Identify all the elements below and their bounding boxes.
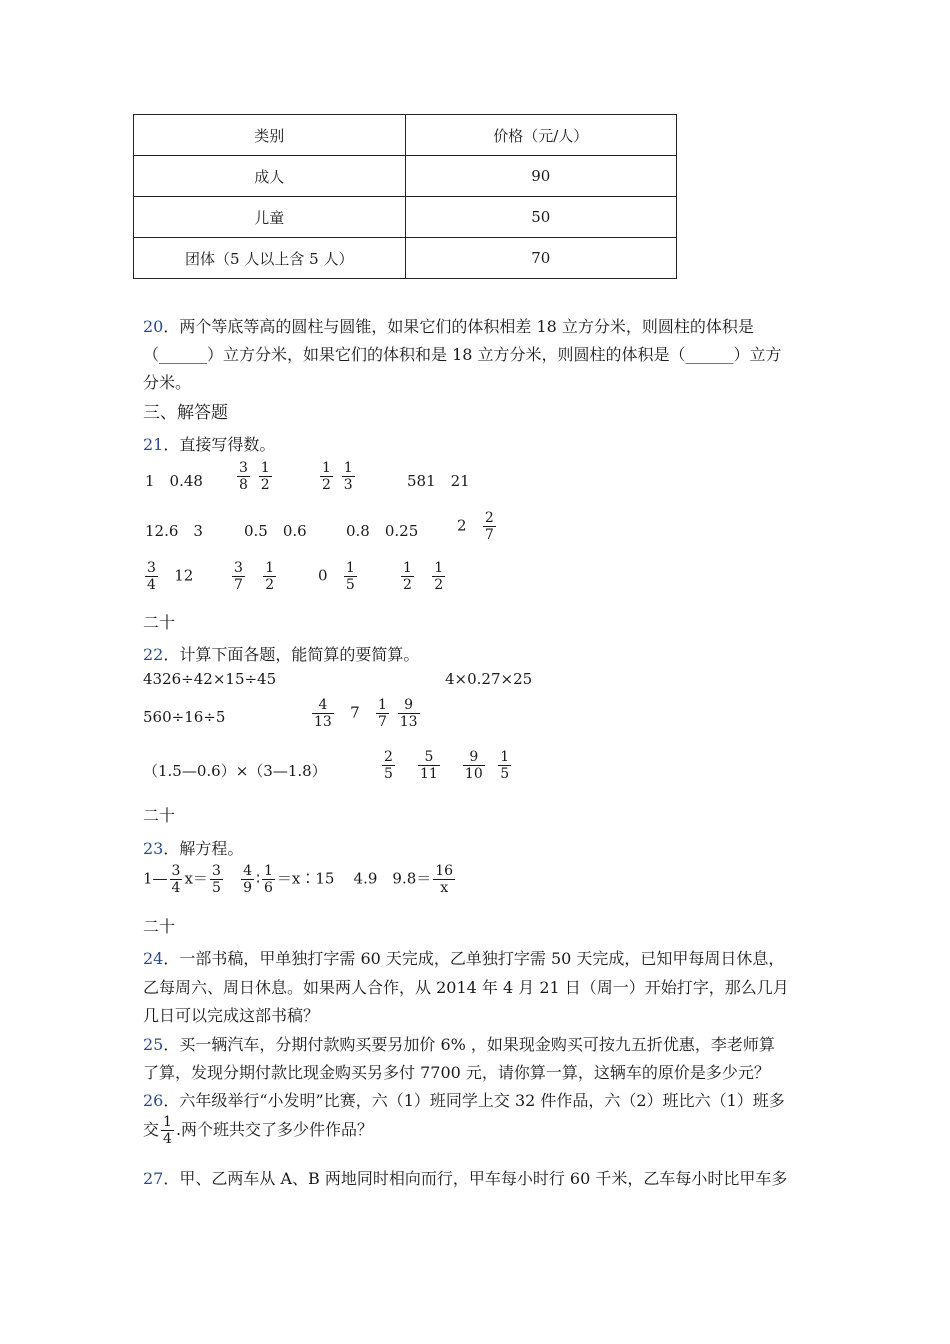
fraction: $\frac{3}{5}$ (211, 863, 221, 897)
table-cell: 儿童 (134, 197, 406, 238)
fraction: $\frac{3}{4}$ (171, 863, 181, 897)
fraction: $\frac{9}{13}$ (399, 697, 418, 731)
table-header-cell: 价格（元/人） (405, 115, 677, 156)
fraction: $\frac{16}{x}$ (435, 863, 454, 897)
question-text: ．甲、乙两车从 A、B 两地同时相向而行，甲车每小时行 60 千米，乙车每小时比甲车多 (163, 1169, 788, 1188)
q22-expression: $\frac{4}{13}$ 7 $\frac{1}{7}$ $\frac{9}{13}$ (314, 697, 418, 731)
fraction: $\frac{1}{4}$ (163, 1114, 172, 1148)
q22-expression: 4326÷42×15÷45 (143, 670, 277, 688)
question-text: ．解方程。 (163, 839, 244, 858)
q23-tail: 二十 (143, 917, 176, 936)
fraction: $\frac{3}{8}$ (239, 460, 248, 494)
q21-item (318, 460, 357, 493)
q22-expression (380, 749, 513, 782)
fraction: $\frac{5}{11}$ (420, 749, 438, 783)
fraction: $\frac{1}{2}$ (434, 560, 444, 594)
table-cell: 团体（5 人以上含 5 人） (134, 238, 406, 279)
fraction: $\frac{3}{7}$ (234, 560, 243, 594)
question-24-line2: 乙每周六、周日休息。如果两人合作，从 2014 年 4 月 21 日（周一）开始打字，那么几月 (143, 978, 789, 997)
table-header-row (134, 115, 677, 156)
question-22-title (143, 642, 419, 665)
question-text: ．直接写得数。 (163, 435, 276, 454)
question-text: ．买一辆汽车，分期付款购买要另加价 6% ，如果现金购买可按九五折优惠，李老师算 (163, 1035, 775, 1054)
fraction: $\frac{4}{9}$ (243, 863, 253, 897)
q21-item: 0 $\frac{1}{5}$ (318, 560, 355, 594)
fraction: $\frac{1}{2}$ (260, 460, 270, 494)
q21-item (235, 460, 274, 493)
q21-item (399, 560, 447, 593)
question-20-line1 (143, 314, 754, 337)
table-row (134, 156, 677, 197)
q21-item: 0.8 0.25 (346, 522, 419, 540)
question-26-line1 (143, 1088, 785, 1111)
q21-item (230, 560, 278, 593)
q22-expression: 4×0.27×25 (445, 670, 533, 688)
fraction: $\frac{3}{4}$ (147, 560, 156, 594)
table-cell: 70 (405, 238, 677, 279)
question-text: ．计算下面各题，能简算的要简算。 (163, 645, 420, 664)
fraction: $\frac{1}{2}$ (265, 560, 275, 594)
question-26-line2: 交 $\frac{1}{4}$ .两个班共交了多少件作品？ (143, 1114, 374, 1148)
question-text: ．六年级举行“小发明”比赛，六（1）班同学上交 32 件作品，六（2）班比六（1）班多 (163, 1091, 785, 1110)
q21-item: $\frac{3}{4}$ 12 (147, 560, 194, 594)
q21-item: 12.6 3 (145, 522, 203, 540)
fraction: $\frac{1}{6}$ (264, 863, 273, 897)
fraction: $\frac{1}{2}$ (322, 460, 331, 494)
fraction: $\frac{1}{2}$ (403, 560, 412, 594)
table-cell: 90 (405, 156, 677, 197)
question-27-line1 (143, 1166, 787, 1189)
q22-expression: 560÷16÷5 (143, 708, 226, 726)
fraction: $\frac{9}{10}$ (464, 749, 483, 783)
question-20-line2: （______）立方分米，如果它们的体积和是 18 立方分米，则圆柱的体积是（______）立方 (143, 345, 782, 364)
q21-item: 2 $\frac{2}{7}$ (457, 510, 494, 544)
fraction: $\frac{1}{7}$ (378, 697, 387, 731)
fraction: $\frac{4}{13}$ (314, 697, 332, 731)
q22-tail: 二十 (143, 806, 176, 825)
question-number: 21 (143, 435, 164, 454)
question-number: 22 (143, 645, 164, 664)
q21-item: 0.5 0.6 (244, 522, 307, 540)
table-header-cell: 类别 (134, 115, 406, 156)
fraction: $\frac{2}{5}$ (384, 749, 393, 783)
fraction: $\frac{1}{5}$ (345, 560, 355, 594)
q21-item: 581 21 (407, 472, 470, 490)
table-cell: 成人 (134, 156, 406, 197)
question-number: 27 (143, 1169, 164, 1188)
question-25-line2: 了算，发现分期付款比现金购买另多付 7700 元，请你算一算，这辆车的原价是多少元？ (143, 1063, 770, 1082)
question-text: ．两个等底等高的圆柱与圆锥，如果它们的体积相差 18 立方分米，则圆柱的体积是 (163, 317, 754, 336)
table-row (134, 238, 677, 279)
question-number: 23 (143, 839, 164, 858)
table-cell: 50 (405, 197, 677, 238)
question-21-title (143, 432, 275, 455)
price-table (133, 114, 677, 279)
question-24-line1 (143, 946, 784, 969)
fraction: $\frac{2}{7}$ (484, 510, 494, 544)
q21-item: 1 0.48 (145, 472, 203, 490)
section-heading: 三、解答题 (143, 403, 228, 423)
question-23-title (143, 836, 243, 859)
question-number: 25 (143, 1035, 164, 1054)
q21-tail: 二十 (143, 613, 176, 632)
q22-expression: （1.5—0.6）×（3—1.8） (143, 762, 327, 780)
fraction: $\frac{1}{3}$ (343, 460, 353, 494)
table-row (134, 197, 677, 238)
question-25-line1 (143, 1032, 775, 1055)
question-number: 20 (143, 317, 164, 336)
question-20-line3: 分米。 (143, 373, 192, 392)
fraction: $\frac{1}{5}$ (500, 749, 510, 783)
q23-equations: 1— $\frac{3}{4}$ x＝ $\frac{3}{5}$ $\frac{4}{9}$ ∶ $\frac{1}{6}$ ＝x∶15 4.9 9.8＝ $\frac{16}{x}$ (143, 863, 454, 897)
question-text: ．一部书稿，甲单独打字需 60 天完成，乙单独打字需 50 天完成，已知甲每周日休息， (163, 949, 785, 968)
question-24-line3: 几日可以完成这部书稿？ (143, 1006, 320, 1025)
question-number: 24 (143, 949, 164, 968)
question-number: 26 (143, 1091, 164, 1110)
